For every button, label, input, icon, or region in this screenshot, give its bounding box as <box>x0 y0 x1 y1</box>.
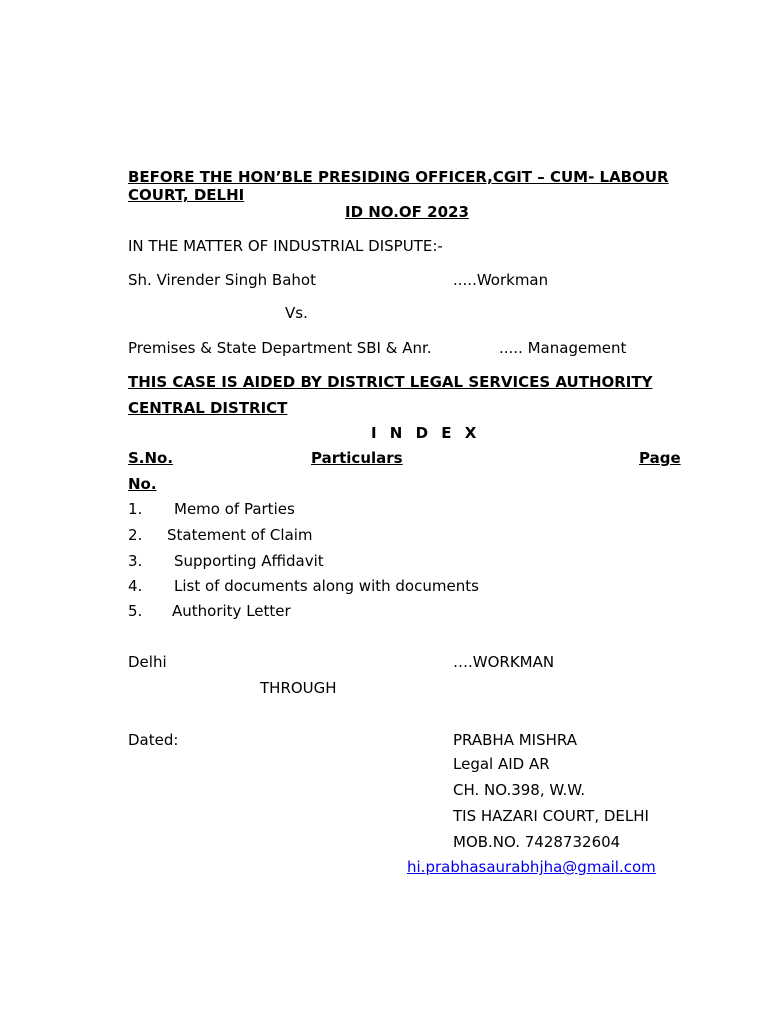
index-item-text: List of documents along with documents <box>174 577 479 595</box>
dated-label: Dated: <box>128 731 179 749</box>
through-label: THROUGH <box>260 679 337 697</box>
court-address: TIS HAZARI COURT, DELHI <box>453 807 649 825</box>
index-item-num: 2. <box>128 526 143 544</box>
index-item-num: 4. <box>128 577 143 595</box>
index-item-num: 1. <box>128 500 143 518</box>
matter-line: IN THE MATTER OF INDUSTRIAL DISPUTE:- <box>128 237 443 255</box>
index-item-text: Authority Letter <box>172 602 291 620</box>
aided-notice-line2: CENTRAL DISTRICT <box>128 399 288 417</box>
email-link[interactable]: hi.prabhasaurabhjha@gmail.com <box>407 858 656 876</box>
management-name: Premises & State Department SBI & Anr. <box>128 339 432 357</box>
workman-role: .....Workman <box>453 271 549 289</box>
place-label: Delhi <box>128 653 167 671</box>
court-heading-line2: COURT, DELHI <box>128 186 245 204</box>
management-role: ..... Management <box>499 339 627 357</box>
index-header-page: Page <box>639 449 681 467</box>
advocate-role: Legal AID AR <box>453 755 550 773</box>
index-item-text: Supporting Affidavit <box>174 552 324 570</box>
advocate-name: PRABHA MISHRA <box>453 731 577 749</box>
versus-label: Vs. <box>285 304 308 322</box>
aided-notice-line1: THIS CASE IS AIDED BY DISTRICT LEGAL SERVICES AUTHORITY <box>128 373 653 391</box>
workman-signature-label: ….WORKMAN <box>453 653 555 671</box>
index-item-text: Memo of Parties <box>174 500 295 518</box>
index-header-no: No. <box>128 475 157 493</box>
chamber-number: CH. NO.398, W.W. <box>453 781 586 799</box>
index-item-num: 5. <box>128 602 143 620</box>
court-heading-line1: BEFORE THE HON’BLE PRESIDING OFFICER,CGIT – CUM- LABOUR <box>128 168 669 186</box>
index-header-sno: S.No. <box>128 449 174 467</box>
index-title: I N D E X <box>371 424 481 442</box>
index-header-particulars: Particulars <box>311 449 403 467</box>
index-item-text: Statement of Claim <box>167 526 313 544</box>
case-id-number: ID NO.OF 2023 <box>345 203 469 221</box>
mobile-number: MOB.NO. 7428732604 <box>453 833 621 851</box>
workman-name: Sh. Virender Singh Bahot <box>128 271 316 289</box>
index-item-num: 3. <box>128 552 143 570</box>
